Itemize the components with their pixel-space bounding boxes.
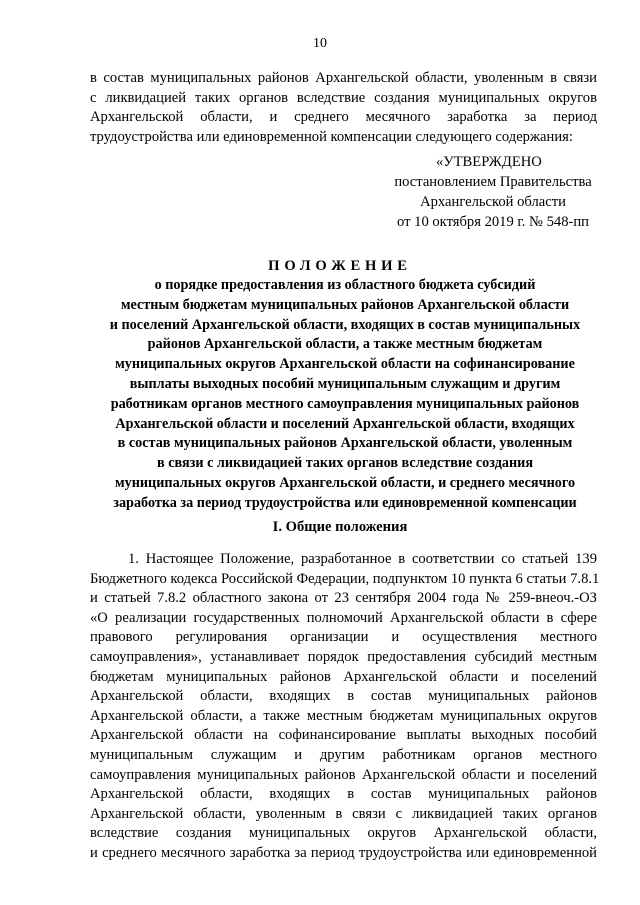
approved-by: постановлением Правительства (394, 174, 592, 190)
approved-label: «УТВЕРЖДЕНО (436, 154, 542, 170)
text-line: Архангельской области, уволенным в связи с ликвидацией таких органов (90, 805, 597, 822)
text-line: Архангельской области, входящих в состав муниципальных районов (90, 786, 597, 803)
subtitle-line: муниципальных округов Архангельской области, и среднего месячного (114, 474, 576, 491)
text-line: Архангельской области, входящих в состав муниципальных районов (90, 688, 597, 705)
text-line: муниципальным служащим и другим работникам органов местного (90, 746, 597, 763)
subtitle-line: в состав муниципальных районов Архангельской области, уволенным (117, 435, 573, 452)
text-line: в состав муниципальных районов Архангельской области, уволенным в связи (90, 70, 597, 86)
text-line: и статьей 7.8.2 областного закона от 23 сентября 2004 года № 259-внеоч.-ОЗ (90, 590, 597, 607)
subtitle-line: работникам органов местного самоуправления муниципальных районов (110, 395, 580, 412)
subtitle-line: выплаты выходных пособий муниципальным служащим и другим (129, 375, 561, 392)
subtitle-line: муниципальных округов Архангельской области на софинансирование (115, 356, 575, 373)
text-line: Архангельской области, и среднего месячного заработка за период (90, 109, 597, 126)
approval-stamp (378, 152, 608, 232)
text-line: и среднего месячного заработка за период трудоустройства или единовременной (90, 844, 597, 861)
text-line: 1. Настоящее Положение, разработанное в соответствии со статьей 139 (128, 551, 597, 567)
subtitle-line: о порядке предоставления из областного бюджета субсидий (154, 277, 536, 293)
intro-paragraph (90, 69, 597, 147)
text-line: вследствие создания муниципальных округов Архангельской области, (90, 825, 597, 842)
document-title: ПОЛОЖЕНИЕ (268, 258, 412, 274)
text-line: Бюджетного кодекса Российской Федерации, подпунктом 10 пункта 6 статьи 7.8.1 (90, 570, 600, 587)
subtitle-line: заработка за период трудоустройства или единовременной компенсации (113, 494, 577, 511)
subtitle-line: и поселений Архангельской области, входящих в состав муниципальных (109, 316, 581, 333)
text-line: самоуправления муниципальных районов Архангельской области и поселений (90, 766, 597, 783)
document-subtitle (80, 276, 610, 514)
text-line: с ликвидацией таких органов вследствие создания муниципальных округов (90, 89, 597, 106)
text-line: самоуправления», устанавливает порядок предоставления субсидий местным (90, 648, 597, 665)
paragraph-1 (90, 550, 600, 864)
text-line: бюджетам муниципальных районов Архангельской области и поселений (90, 668, 597, 685)
subtitle-line: в связи с ликвидацией таких органов вследствие создания (156, 455, 534, 472)
text-line: правового регулирования организации и осуществления местного (90, 629, 597, 646)
subtitle-line: Архангельской области и поселений Архангельской области, входящих (115, 415, 575, 432)
approved-date-number: от 10 октября 2019 г. № 548-пп (397, 214, 589, 230)
text-line: Архангельской области на софинансирование выплаты выходных пособий (90, 727, 597, 744)
section-heading: I. Общие положения (272, 519, 408, 535)
page-number: 10 (313, 36, 327, 51)
approved-region: Архангельской области (420, 194, 566, 210)
text-line: Архангельской области, а также местным бюджетам муниципальных округов (90, 707, 597, 724)
subtitle-line: районов Архангельской области, а также местным бюджетам (147, 336, 543, 353)
text-line: «О реализации государственных полномочий Архангельской области в сфере (90, 609, 597, 626)
text-line: трудоустройства или единовременной компенсации следующего содержания: (90, 128, 573, 145)
subtitle-line: местным бюджетам муниципальных районов Архангельской области (120, 296, 570, 313)
